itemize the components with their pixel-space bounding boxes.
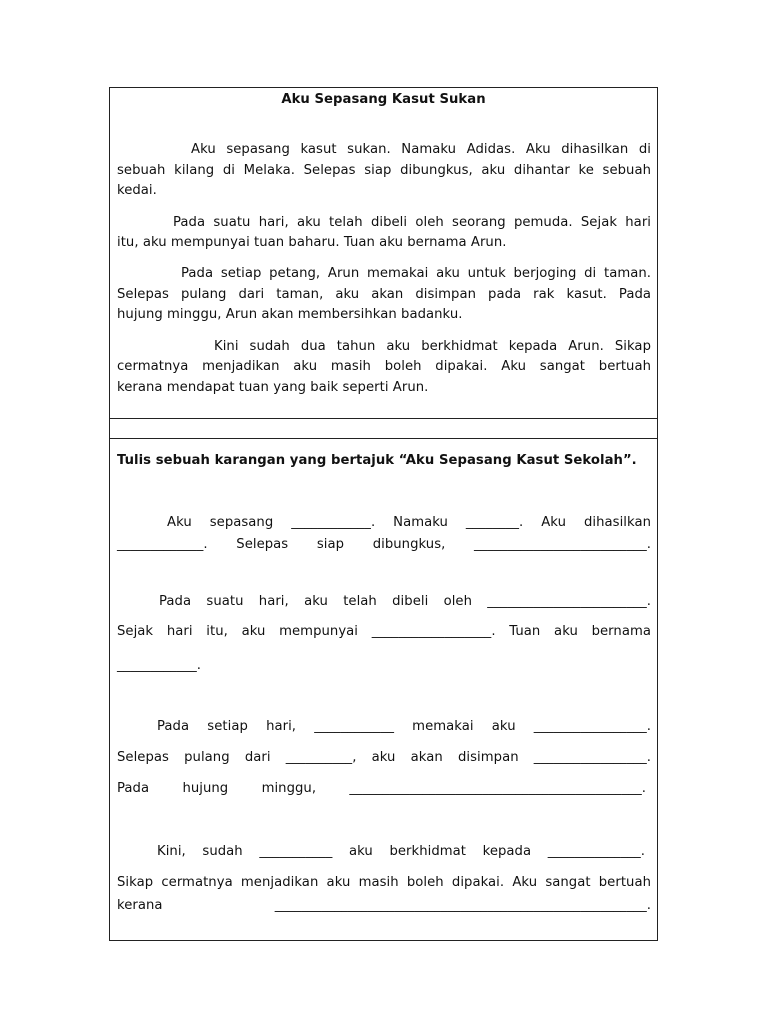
task-line-7: Selepas pulang dari __________, aku akan disimpan _________________. [117,750,651,765]
task-line-11: kerana ________________________________________________________. [117,898,651,913]
story-p4-line2: cermatnya menjadikan aku masih boleh dipakai. Aku sangat bertuah [117,359,651,374]
story-p1-line1: Aku sepasang kasut sukan. Namaku Adidas. Aku dihasilkan di [191,142,651,157]
story-title: Aku Sepasang Kasut Sukan [281,92,486,107]
task-line-3: Pada suatu hari, aku telah dibeli oleh ________________________. [159,594,651,609]
task-line-6: Pada setiap hari, ____________ memakai aku _________________. [157,719,651,734]
story-p3-line1: Pada setiap petang, Arun memakai aku untuk berjoging di taman. [181,266,651,281]
task-line-1: Aku sepasang ____________. Namaku ________. Aku dihasilkan [167,515,651,530]
story-p1-line3: kedai. [117,183,157,198]
story-p4-line1: Kini sudah dua tahun aku berkhidmat kepada Arun. Sikap [214,339,651,354]
task-line-5: ____________. [117,658,201,673]
task-instruction: Tulis sebuah karangan yang bertajuk “Aku Sepasang Kasut Sekolah”. [117,453,637,468]
story-p1-line2: sebuah kilang di Melaka. Selepas siap dibungkus, aku dihantar ke sebuah [117,163,651,178]
task-line-8: Pada hujung minggu, ____________________________________________. [117,781,646,796]
task-line-9: Kini, sudah ___________ aku berkhidmat kepada ______________. [157,844,645,859]
story-p3-line2: Selepas pulang dari taman, aku akan disimpan pada rak kasut. Pada [117,287,651,302]
task-line-4: Sejak hari itu, aku mempunyai __________________. Tuan aku bernama [117,624,651,639]
story-p2-line2: itu, aku mempunyai tuan baharu. Tuan aku bernama Arun. [117,235,507,250]
story-p2-line1: Pada suatu hari, aku telah dibeli oleh seorang pemuda. Sejak hari [173,215,651,230]
task-line-2: _____________. Selepas siap dibungkus, __________________________. [117,537,651,552]
task-line-10: Sikap cermatnya menjadikan aku masih boleh dipakai. Aku sangat bertuah [117,875,651,890]
story-p4-line3: kerana mendapat tuan yang baik seperti Arun. [117,380,429,395]
divider-row [109,418,658,439]
story-p3-line3: hujung minggu, Arun akan membersihkan badanku. [117,307,463,322]
